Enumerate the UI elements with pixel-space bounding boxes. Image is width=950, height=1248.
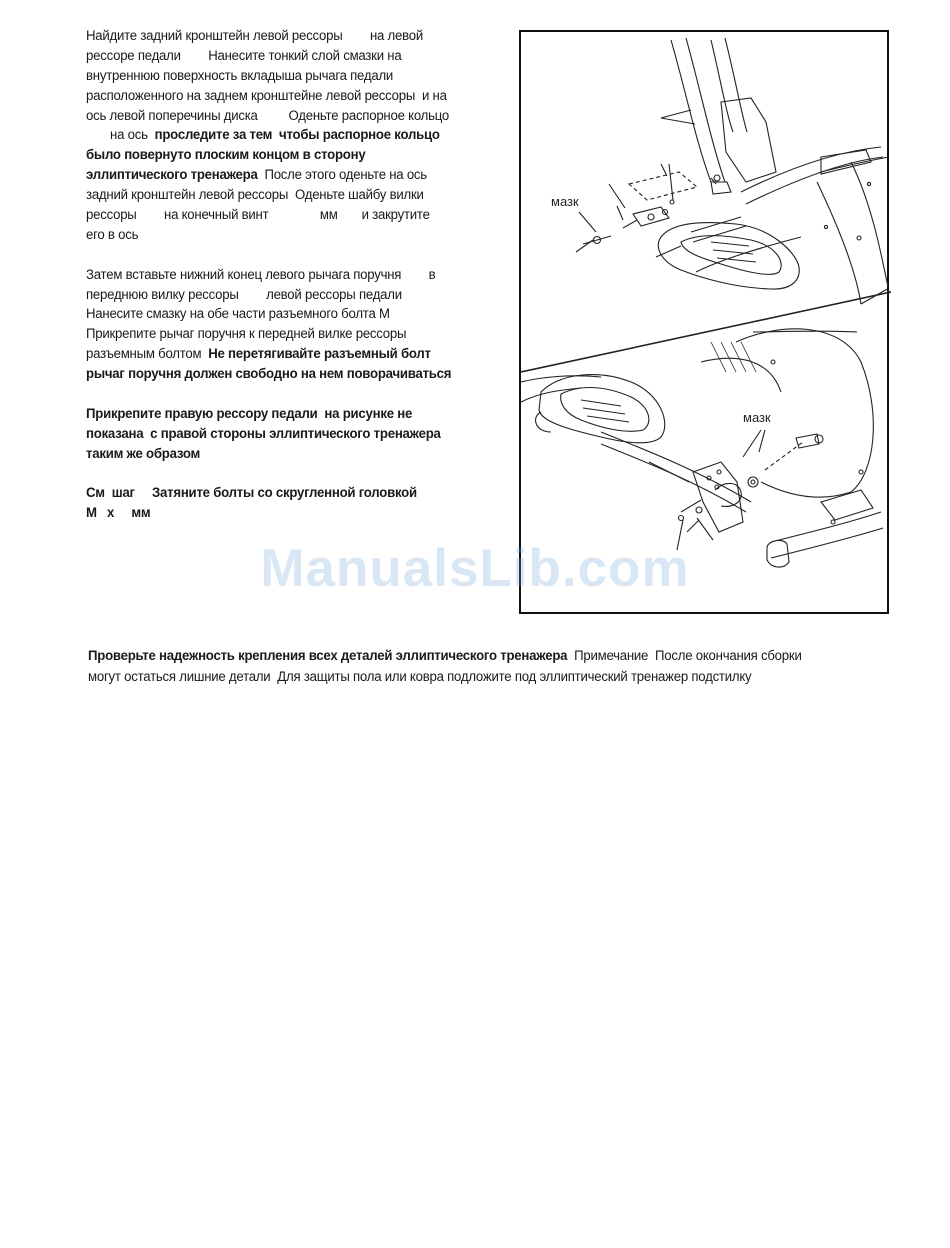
grease-label-top: мазк [551,194,579,209]
bold-text: было повернуто плоским концом в сторону [86,147,366,164]
text-run: Прикрепите рычаг поручня к передней вилке рессоры [86,326,407,343]
text-run: задний кронштейн левой рессоры Оденьте шайбу вилки [86,187,424,204]
text-line [86,266,467,286]
text-line [86,87,467,107]
panel-divider [521,292,891,372]
bold-text: Проверьте надежность крепления всех деталей эллиптического тренажера [88,648,568,664]
text-run: внутреннюю поверхность вкладыша рычага педали [86,67,394,84]
text-run: Примечание После окончания сборки [567,648,802,664]
text-line [86,186,467,206]
text-line [86,166,467,186]
text-line [86,345,467,365]
text-line [86,445,467,465]
text-line [86,365,467,385]
text-run: Нанесите смазку на обе части разъемного болта М [86,306,390,323]
text-run: рессоры на конечный винт мм и закрутите [86,207,430,224]
bold-text: Не перетягивайте разъемный болт [208,346,431,363]
text-run: Затем вставьте нижний конец левого рычага поручня в [86,266,436,283]
bold-text: таким же образом [86,445,201,462]
bold-text: См шаг Затяните болты со скругленной головкой [86,485,417,502]
text-line [86,47,467,67]
instruction-column [86,27,467,524]
text-line [86,484,467,504]
text-line [86,286,467,306]
bold-text: рычаг поручня должен свободно на нем поворачиваться [86,366,452,383]
text-run: рессоре педали Нанесите тонкий слой смазки на [86,47,402,64]
bottom-panel-drawing [521,329,883,567]
step-a-paragraph [86,27,467,246]
text-line [86,405,467,425]
paragraph-gap [86,246,467,266]
text-line [86,305,467,325]
text-line [86,504,467,524]
text-line [86,67,467,87]
paragraph-gap [86,465,467,485]
text-run: его в ось [86,226,139,243]
step-b-paragraph [86,266,467,385]
bold-text: Прикрепите правую рессору педали на рисунке не [86,405,413,422]
text-run: могут остаться лишние детали Для защиты пола или ковра подложите под эллиптический тренажер подстилку [88,668,752,685]
step-d-paragraph [86,484,467,524]
watermark: ManualsLib.com [260,539,690,598]
text-line [86,206,467,226]
text-run: на ось [86,127,155,144]
text-line [86,27,467,47]
paragraph-gap [86,385,467,405]
grease-label-bottom: мазк [743,410,771,425]
step-c-paragraph [86,405,467,465]
top-panel-drawing [551,38,889,304]
text-line [86,107,467,127]
assembly-diagram [521,32,891,616]
text-run: ось левой поперечины диска Оденьте распорное кольцо [86,107,450,124]
text-run: разъемным болтом [86,346,209,363]
bold-text: эллиптического тренажера [86,167,258,184]
bold-text: проследите за тем чтобы распорное кольцо [154,127,440,144]
text-run: расположенного на заднем кронштейне левой рессоры и на [86,87,447,104]
text-line [86,325,467,345]
text-run: Найдите задний кронштейн левой рессоры на левой [86,28,423,44]
text-line [86,126,467,146]
text-line [88,667,888,688]
footer-note [88,646,888,687]
text-line [88,646,888,667]
text-line [86,146,467,166]
text-line [86,425,467,445]
text-line [86,226,467,246]
bold-text: показана с правой стороны эллиптического тренажера [86,425,441,442]
text-run: После этого оденьте на ось [257,167,427,184]
bold-text: М х мм [86,505,151,522]
text-run: переднюю вилку рессоры левой рессоры педали [86,286,402,303]
assembly-figure [519,30,889,614]
